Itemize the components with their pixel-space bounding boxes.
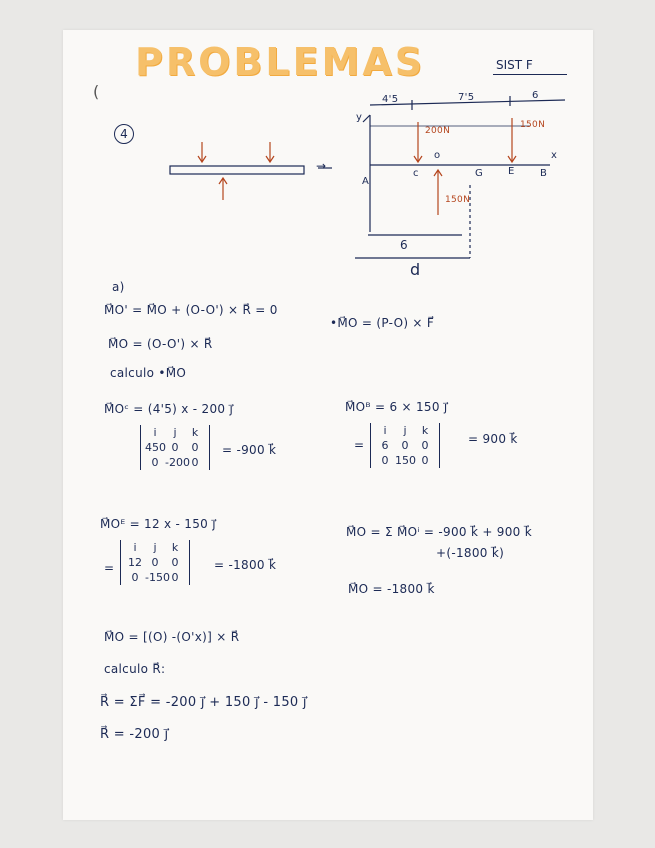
equation-3: M⃗O = [(O) -(O'x)] × R⃗ — [104, 630, 240, 644]
moment-e: M⃗Oᴱ = 12 x - 150 j⃗ — [100, 517, 216, 531]
sist-label: SIST F — [496, 58, 533, 72]
result-mo: M⃗O = -1800 k⃗ — [348, 582, 435, 596]
matrix-1-row: i j k — [153, 426, 199, 439]
label-g: G — [475, 168, 484, 179]
dim-6-top: 6 — [532, 90, 539, 101]
sum-moments-cont: +(-1800 k⃗) — [436, 546, 505, 560]
label-b: B — [540, 168, 548, 179]
label-a: A — [362, 176, 370, 187]
force-200n: 200N — [425, 126, 451, 136]
equation-1-right: •M⃗O = (P-O) × F⃗ — [330, 316, 435, 330]
label-x: x — [551, 150, 558, 161]
equation-4: R⃗ = ΣF⃗ = -200 j⃗ + 150 j⃗ - 150 j⃗ — [100, 695, 307, 710]
matrix-2-equals: = — [354, 438, 365, 452]
matrix-2-result: = 900 k⃗ — [468, 432, 518, 446]
matrix-1 — [140, 425, 210, 470]
matrix-2-row: 6 0 0 — [381, 439, 429, 452]
open-paren: ( — [93, 82, 100, 101]
dim-4-5: 4'5 — [382, 94, 399, 105]
force-150n-top: 150N — [520, 120, 546, 130]
matrix-2-row: i j k — [383, 424, 429, 437]
equation-5: R⃗ = -200 j⃗ — [100, 727, 169, 742]
page-title: PROBLEMAS — [135, 40, 426, 84]
calc-r-label: calculo R⃗: — [104, 662, 166, 676]
matrix-1-row: 0 -200 0 — [151, 456, 199, 469]
equation-2: M⃗O = (O-O') × R⃗ — [108, 337, 213, 351]
matrix-3-row: i j k — [133, 541, 179, 554]
part-a-label: a) — [112, 280, 125, 294]
sum-moments: M⃗O = Σ M⃗Oⁱ = -900 k⃗ + 900 k⃗ — [346, 525, 532, 539]
label-c: c — [413, 168, 419, 179]
diagram-arrow: → — [316, 159, 327, 173]
matrix-2 — [370, 423, 440, 468]
matrix-1-result: = -900 k⃗ — [222, 443, 277, 457]
force-150n-bottom: 150N — [445, 195, 471, 205]
label-d: d — [410, 260, 421, 279]
label-e: E — [508, 166, 515, 177]
matrix-3-result: = -1800 k⃗ — [214, 558, 277, 572]
dim-6-bottom: 6 — [400, 238, 408, 252]
moment-b: M⃗Oᴮ = 6 × 150 j⃗ — [345, 400, 448, 414]
matrix-3-row: 12 0 0 — [128, 556, 179, 569]
moment-c: M⃗Oᶜ = (4'5) x - 200 j⃗ — [104, 402, 234, 416]
label-y: y — [356, 112, 363, 123]
matrix-1-row: 450 0 0 — [145, 441, 199, 454]
matrix-2-row: 0 150 0 — [381, 454, 429, 467]
matrix-3 — [120, 540, 190, 585]
small-beam — [170, 166, 304, 174]
label-o: o — [434, 150, 441, 161]
equation-1: M⃗O' = M⃗O + (O-O') × R⃗ = 0 — [104, 303, 278, 317]
calc-mo-label: calculo •M⃗O — [110, 366, 187, 380]
matrix-3-row: 0 -150 0 — [131, 571, 179, 584]
problem-number: 4 — [114, 124, 134, 144]
matrix-3-equals: = — [104, 561, 115, 575]
dim-7-5: 7'5 — [458, 92, 475, 103]
